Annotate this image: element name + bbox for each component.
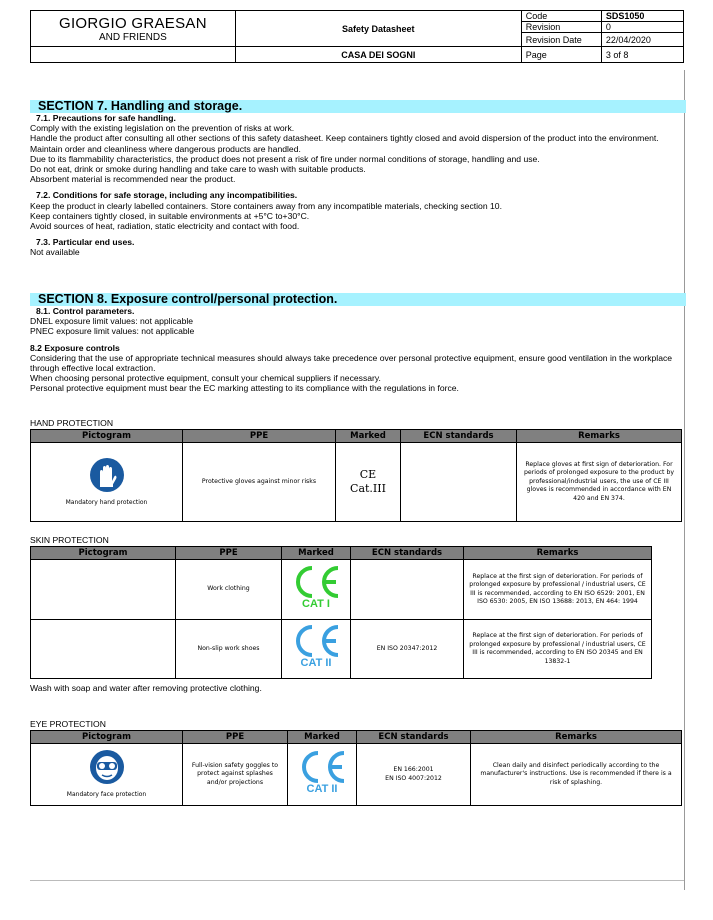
page-number: 3 of 8 [601,47,683,63]
table-row [31,744,682,806]
remarks-cell: Replace gloves at first sign of deterioration. For periods of prolonged exposure to the product by professional/industrial users, the use of CE III gloves is recommended in accordance with EN 420 and EN 374. [517,443,682,522]
company-empty-cell [31,47,236,63]
code-label: Code [521,11,601,22]
face-protection-mandatory-icon [89,749,125,785]
ce-mark-icon [286,562,346,602]
text-line: Absorbent material is recommended near the product. [30,174,236,185]
marked-cell [282,620,351,679]
table-header-row [31,430,682,443]
col-ppe: PPE [183,731,288,744]
revision-date-value: 22/04/2020 [601,33,683,47]
col-remarks: Remarks [471,731,682,744]
pictogram-caption: Mandatory face protection [66,791,147,799]
hand-protection-table [30,429,682,522]
table-row [31,620,652,679]
col-ppe: PPE [176,547,282,560]
ecn-cell: EN ISO 20347:2012 [351,620,464,679]
section-7-heading: SECTION 7. Handling and storage. [30,100,686,113]
col-ecn: ECN standards [351,547,464,560]
table-header-row [31,547,652,560]
ce-category-label: CAT II [306,782,338,795]
page-border-bottom [30,880,684,881]
skin-protection-label: SKIN PROTECTION [30,535,109,545]
text-line: Comply with the existing legislation on the prevention of risks at work. [30,123,295,134]
skin-protection-table [30,546,652,679]
gloves-mandatory-icon [89,457,125,493]
col-marked: Marked [336,430,401,443]
eye-protection-table [30,730,682,806]
ecn-cell [401,443,517,522]
marked-cell [282,560,351,620]
code-value: SDS1050 [601,11,683,22]
text-line: Not available [30,247,80,258]
revision-label: Revision [521,22,601,33]
col-ecn: ECN standards [357,731,471,744]
ce-category-text: Cat.III [350,482,386,495]
company-subtitle: AND FRIENDS [99,31,167,43]
page-label: Page [521,47,601,63]
company-block [31,11,236,47]
marked-cell [336,443,401,522]
subsection-7-2-title: 7.2. Conditions for safe storage, including any incompatibilities. [36,190,298,201]
subsection-8-1-title: 8.1. Control parameters. [36,306,135,316]
subsection-8-2-title: 8.2 Exposure controls [30,342,120,353]
pictogram-cell [31,443,183,522]
revision-value: 0 [601,22,683,33]
ce-category-label: CAT I [302,597,330,610]
section-8-heading: SECTION 8. Exposure control/personal protection. [30,293,686,306]
ce-mark-icon [292,747,352,787]
table-row [31,560,652,620]
ppe-cell: Full-vision safety goggles to protect against splashes and/or projections [183,744,288,806]
pictogram-cell [31,620,176,679]
revision-date-label: Revision Date [521,33,601,47]
company-name: GIORGIO GRAESAN [58,14,207,32]
text-line: Keep the product in clearly labelled containers. Store containers away from any incompatible materials, checking section 10. [30,200,502,211]
col-marked: Marked [282,547,351,560]
text-line: Avoid sources of heat, radiation, static electricity and contact with food. [30,221,300,232]
ppe-cell: Protective gloves against minor risks [183,443,336,522]
remarks-cell: Clean daily and disinfect periodically according to the manufacturer's instructions. Use is recommended if there is a risk of splashing. [471,744,682,806]
ecn-cell [357,744,471,806]
pictogram-caption: Mandatory hand protection [65,498,148,506]
text-line: Do not eat, drink or smoke during handling and take care to wash with suitable products. [30,164,366,175]
wash-note: Wash with soap and water after removing protective clothing. [30,683,262,693]
pictogram-cell [31,744,183,806]
ppe-cell: Work clothing [176,560,282,620]
section-8-body [30,306,686,394]
pictogram-cell [31,560,176,620]
text-line: Handle the product after consulting all other sections of this safety datasheet. Keep containers tightly closed and avoid dispersion of the product into the environment. Maintain order and cleanliness where dangerous products are handled. [30,133,659,154]
table-header-row [31,731,682,744]
eye-protection-label: EYE PROTECTION [30,719,106,729]
document-title: Safety Datasheet [235,11,521,47]
subsection-7-3-title: 7.3. Particular end uses. [36,237,135,248]
col-remarks: Remarks [464,547,652,560]
remarks-cell: Replace at the first sign of deterioration. For periods of prolonged exposure by professional / industrial users, CE III is recommended, according to EN ISO 6529: 2001, EN ISO 6530: 2005, EN ISO 13688: 2013, EN 464: 1994 [464,560,652,620]
ecn-cell [351,560,464,620]
col-remarks: Remarks [517,430,682,443]
text-line: Personal protective equipment must bear the EC marking attesting to its compliance with the regulations in force. [30,383,459,394]
col-ecn: ECN standards [401,430,517,443]
ce-category-label: CAT II [300,657,332,669]
col-ppe: PPE [183,430,336,443]
col-pictogram: Pictogram [31,731,183,744]
ce-mark-icon [286,621,346,661]
remarks-cell: Replace at the first sign of deterioration. For periods of prolonged exposure by professional / industrial users, CE III is recommended, according to EN ISO 20345 and EN 13832-1 [464,620,652,679]
text-line: DNEL exposure limit values: not applicable [30,316,194,327]
text-line: PNEC exposure limit values: not applicable [30,326,195,337]
col-pictogram: Pictogram [31,547,176,560]
text-line: Keep containers tightly closed, in suitable environments at +5°C to+30°C. [30,210,310,221]
ecn-standard: EN ISO 4007:2012 [385,774,442,782]
subsection-7-1-title: 7.1. Precautions for safe handling. [36,113,176,123]
ecn-standard: EN 166:2001 [393,766,434,773]
section-7-body [30,113,686,258]
col-marked: Marked [288,731,357,744]
text-line: When choosing personal protective equipment, consult your chemical suppliers if necessary. [30,373,381,384]
table-row [31,443,682,522]
product-name: CASA DEI SOGNI [235,47,521,63]
ppe-cell: Non-slip work shoes [176,620,282,679]
marked-cell [288,744,357,806]
ce-mark-text: CE [359,468,377,481]
document-header [30,10,684,63]
hand-protection-label: HAND PROTECTION [30,418,114,428]
col-pictogram: Pictogram [31,430,183,443]
text-line: Considering that the use of appropriate technical measures should always take precedence over personal protective equipment, ensure good ventilation in the workplace through effective local extraction. [30,352,673,374]
text-line: Due to its flammability characteristics, the product does not present a risk of fire under normal conditions of storage, handling and use. [30,153,540,164]
